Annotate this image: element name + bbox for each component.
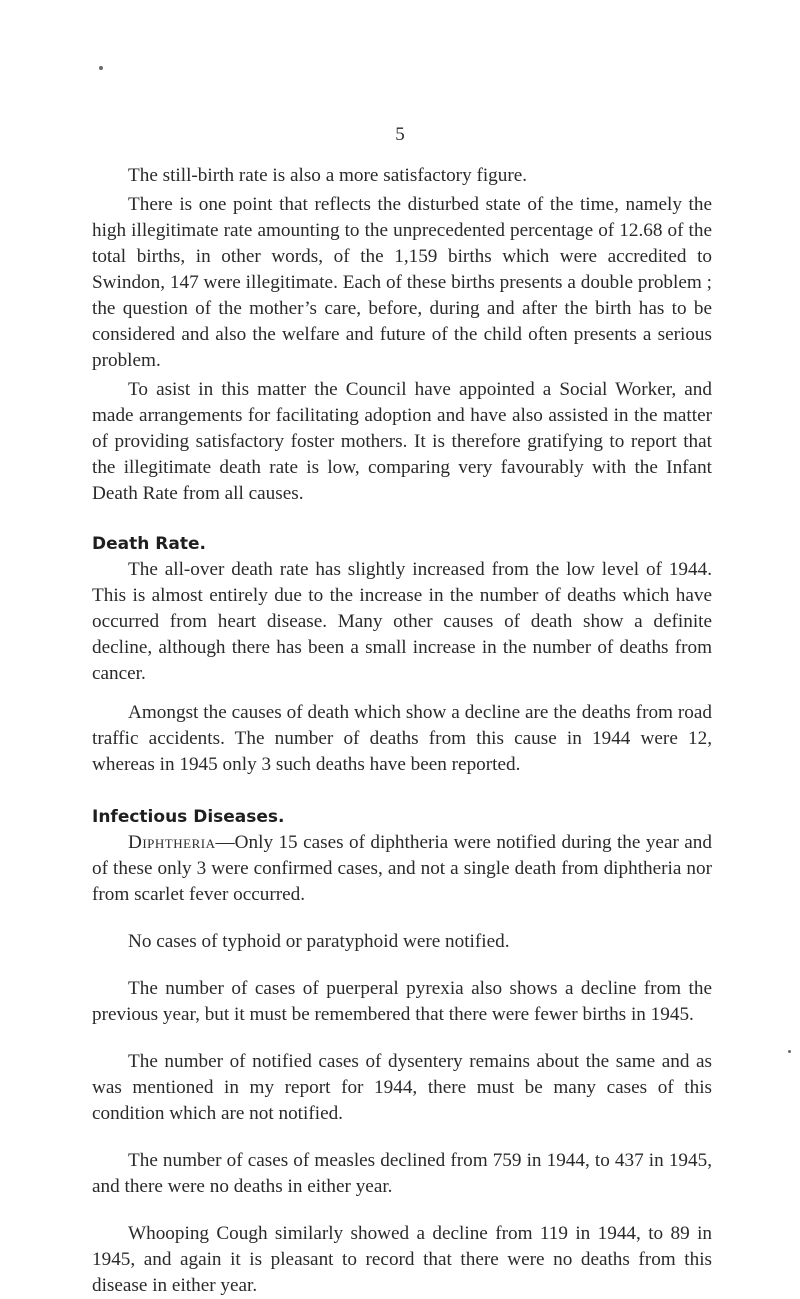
page-number: 5 <box>395 124 405 145</box>
paragraph-whooping-cough: Whooping Cough similarly showed a decline from 119 in 1944, to 89 in 1945, and again it is pleasant to record that there were no deaths from this disease in either year. <box>92 1223 712 1296</box>
paper-speck <box>788 1050 791 1053</box>
paragraph-road-traffic: Amongst the causes of death which show a decline are the deaths from road traffic accidents. The number of deaths from this cause in 1944 were 12, whereas in 1945 only 3 such deaths have been reported. <box>92 702 712 775</box>
diphtheria-text: —Only 15 cases of diphtheria were notified during the year and of these only 3 were confirmed cases, and not a single death from diphtheria nor from scarlet fever occurred. <box>92 832 712 905</box>
diphtheria-label: Diphtheria <box>128 832 216 853</box>
paragraph-social-worker: To asist in this matter the Council have appointed a Social Worker, and made arrangements for facilitating adoption and have also assisted in the matter of providing satisfactory foster mothers. It is therefore gratifying to report that the illegitimate death rate is low, comparing very favourably with the Infant Death Rate from all causes. <box>92 379 712 504</box>
paragraph-death-rate: The all-over death rate has slightly increased from the low level of 1944. This is almost entirely due to the increase in the number of deaths which have occurred from heart disease. Many other causes of death show a definite decline, although there has been a small increase in the number of deaths from cancer. <box>92 559 712 684</box>
paragraph-typhoid: No cases of typhoid or paratyphoid were notified. <box>128 931 510 952</box>
paragraph-illegitimate-rate: There is one point that reflects the disturbed state of the time, namely the high illegitimate rate amounting to the unprecedented percentage of 12.68 of the total births, in other words, of the 1,159 births which were accredited to Swindon, 147 were illegitimate. Each of these births presents a double problem ; the question of the mother’s care, before, during and after the birth has to be considered and also the welfare and future of the child often presents a serious problem. <box>92 194 712 371</box>
paragraph-measles: The number of cases of measles declined from 759 in 1944, to 437 in 1945, and there were no deaths in either year. <box>92 1150 712 1197</box>
paragraph-dysentery: The number of notified cases of dysentery remains about the same and as was mentioned in my report for 1944, there must be many cases of this condition which are not notified. <box>92 1051 712 1124</box>
section-heading-death-rate: Death Rate. <box>92 534 206 554</box>
document-body <box>92 163 712 1299</box>
section-heading-infectious-diseases: Infectious Diseases. <box>92 807 285 827</box>
paper-speck <box>99 66 103 70</box>
paragraph-still-birth: The still-birth rate is also a more satisfactory figure. <box>128 165 528 186</box>
paragraph-diphtheria <box>92 830 712 908</box>
paragraph-puerperal-pyrexia: The number of cases of puerperal pyrexia also shows a decline from the previous year, but it must be remembered that there were fewer births in 1945. <box>92 978 712 1025</box>
